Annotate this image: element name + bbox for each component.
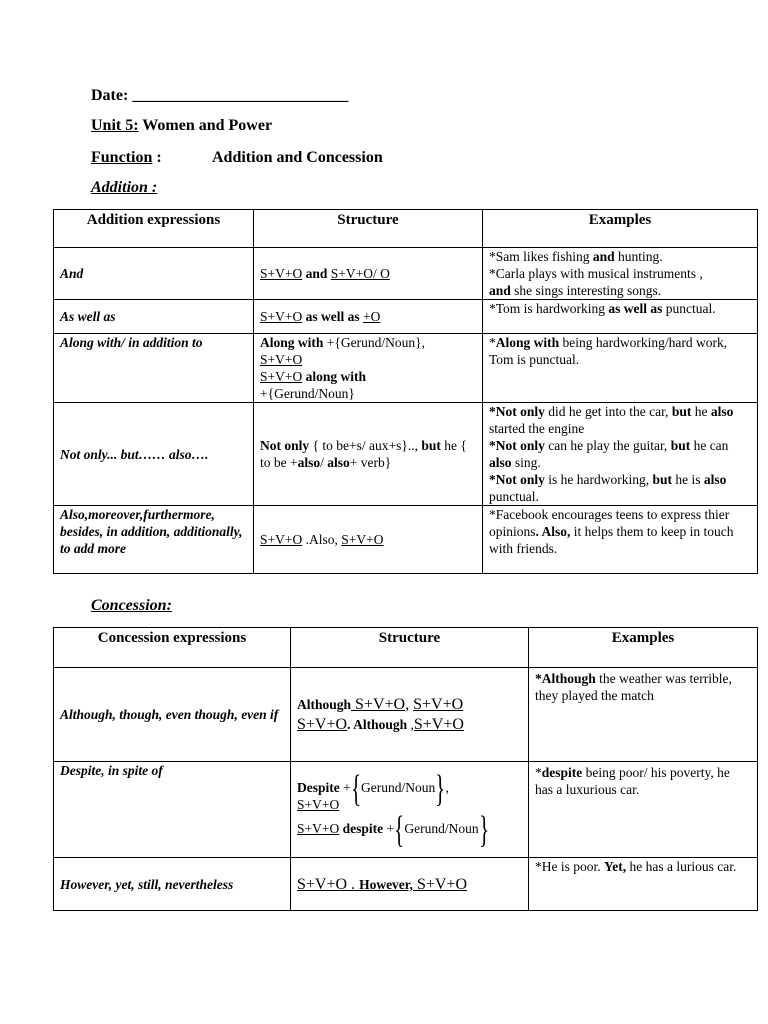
text-fragment: but bbox=[670, 438, 691, 453]
text-fragment: Gerund/Noun bbox=[404, 821, 479, 837]
concession-col-structure: Structure bbox=[291, 628, 529, 668]
example-cell bbox=[483, 248, 758, 300]
text-fragment: + verb} bbox=[349, 455, 392, 470]
table-row bbox=[54, 403, 758, 506]
text-fragment: she sings interesting songs. bbox=[510, 283, 662, 298]
text-fragment: and bbox=[489, 283, 511, 298]
addition-title: Addition : bbox=[91, 179, 158, 196]
text-fragment: *Tom is hardworking bbox=[489, 301, 609, 316]
text-fragment: did he get into the car, bbox=[544, 404, 672, 419]
text-fragment: / bbox=[320, 455, 328, 470]
text-fragment: . Although bbox=[347, 716, 408, 732]
text-fragment: Along with bbox=[260, 335, 324, 350]
addition-header-row bbox=[54, 210, 758, 248]
text-fragment: punctual. bbox=[662, 301, 716, 316]
text-fragment: is he hardworking, bbox=[544, 472, 653, 487]
text-fragment: .Also, bbox=[302, 532, 342, 547]
text-fragment: *He is poor. bbox=[535, 859, 604, 874]
text-fragment: Along with bbox=[495, 335, 560, 350]
structure-cell bbox=[254, 403, 483, 506]
text-fragment: , bbox=[405, 695, 414, 713]
left-brace-icon: { bbox=[350, 768, 361, 810]
text-fragment: he can bbox=[690, 438, 729, 453]
structure-cell bbox=[254, 506, 483, 574]
expression-cell: However, yet, still, nevertheless bbox=[54, 858, 291, 911]
table-row bbox=[54, 668, 758, 762]
addition-col-structure: Structure bbox=[254, 210, 483, 248]
example-cell bbox=[529, 762, 758, 858]
example-cell bbox=[483, 403, 758, 506]
expression-cell: Also,moreover,furthermore, besides, in addition, additionally, to add more bbox=[54, 506, 254, 574]
text-fragment: + bbox=[383, 821, 395, 837]
text-fragment: despite bbox=[339, 821, 384, 837]
text-fragment: *Facebook encourages teens to express thier opinions bbox=[489, 507, 730, 539]
right-brace-icon: } bbox=[478, 809, 489, 851]
text-fragment: also bbox=[710, 404, 734, 419]
concession-table bbox=[53, 627, 758, 911]
text-fragment: { to be+s/ aux+s}.., bbox=[309, 438, 422, 453]
text-fragment: , bbox=[445, 780, 449, 796]
expression-cell: Not only... but…… also…. bbox=[54, 403, 254, 506]
table-row bbox=[54, 248, 758, 300]
text-fragment: Despite bbox=[297, 780, 340, 796]
unit-title: Women and Power bbox=[142, 117, 273, 134]
example-cell bbox=[483, 334, 758, 403]
text-fragment: +{Gerund/Noun} bbox=[260, 386, 355, 401]
text-fragment: S+V+O bbox=[413, 695, 464, 713]
structure-cell bbox=[291, 762, 529, 858]
text-fragment: but bbox=[671, 404, 692, 419]
text-fragment: * bbox=[489, 335, 496, 350]
text-fragment: Although bbox=[297, 696, 352, 712]
expression-cell: Although, though, even though, even if bbox=[54, 668, 291, 762]
structure-cell bbox=[254, 248, 483, 300]
text-fragment: Yet, bbox=[604, 859, 627, 874]
text-fragment: *Not only bbox=[489, 404, 545, 419]
text-fragment: and bbox=[592, 249, 615, 264]
date-blank: ___________________________ bbox=[132, 87, 349, 104]
concession-col-examples: Examples bbox=[529, 628, 758, 668]
text-fragment: also bbox=[327, 455, 350, 470]
table-row bbox=[54, 506, 758, 574]
example-cell bbox=[483, 300, 758, 334]
function-line bbox=[91, 149, 162, 167]
text-fragment: , bbox=[407, 716, 414, 732]
text-fragment: he bbox=[691, 404, 711, 419]
table-row bbox=[54, 300, 758, 334]
text-fragment: However, bbox=[359, 876, 413, 892]
text-fragment: he has a lurious car. bbox=[626, 859, 737, 874]
text-fragment: S+V+O bbox=[341, 532, 384, 547]
text-fragment: sing. bbox=[511, 455, 541, 470]
expression-cell: And bbox=[54, 248, 254, 300]
text-fragment: S+V+O bbox=[260, 532, 303, 547]
text-fragment: despite bbox=[541, 765, 583, 780]
text-fragment: along with bbox=[302, 369, 366, 384]
addition-table bbox=[53, 209, 758, 574]
text-fragment: S+V+O/ O bbox=[330, 266, 390, 281]
text-fragment: Not only bbox=[260, 438, 310, 453]
text-fragment: S+V+O bbox=[260, 309, 303, 324]
expression-cell: As well as bbox=[54, 300, 254, 334]
addition-col-examples: Examples bbox=[483, 210, 758, 248]
text-fragment: . Also, bbox=[535, 524, 571, 539]
text-fragment: S+V+O . bbox=[297, 875, 360, 893]
concession-header-row bbox=[54, 628, 758, 668]
text-fragment: hunting. bbox=[614, 249, 663, 264]
text-fragment: +O bbox=[362, 309, 381, 324]
unit-label: Unit 5: bbox=[91, 117, 139, 134]
text-fragment: punctual. bbox=[489, 489, 539, 504]
table-row bbox=[54, 334, 758, 403]
example-cell bbox=[529, 668, 758, 762]
text-fragment: he is bbox=[672, 472, 704, 487]
function-colon: : bbox=[156, 149, 162, 166]
expression-cell: Despite, in spite of bbox=[54, 762, 291, 858]
text-fragment: the weather was terrible, they played the match bbox=[535, 671, 732, 703]
text-fragment: +{Gerund/Noun}, bbox=[323, 335, 425, 350]
text-fragment: can he play the guitar, bbox=[544, 438, 671, 453]
right-brace-icon: } bbox=[435, 768, 446, 810]
text-fragment: S+V+O bbox=[351, 695, 406, 713]
text-fragment: S+V+O bbox=[260, 352, 303, 367]
text-fragment: also bbox=[703, 472, 727, 487]
date-label: Date: bbox=[91, 87, 129, 104]
function-value: Addition and Concession bbox=[212, 149, 383, 166]
expression-cell: Along with/ in addition to bbox=[54, 334, 254, 403]
text-fragment: it helps them to keep in touch with friends. bbox=[489, 524, 734, 556]
text-fragment: being poor/ his poverty, he has a luxurious car. bbox=[535, 765, 730, 797]
text-fragment: and bbox=[302, 266, 331, 281]
example-cell bbox=[483, 506, 758, 574]
structure-cell bbox=[291, 858, 529, 911]
concession-title: Concession: bbox=[91, 597, 172, 614]
structure-cell bbox=[254, 300, 483, 334]
text-fragment: also bbox=[297, 455, 321, 470]
unit-line bbox=[91, 117, 272, 135]
concession-col-expressions: Concession expressions bbox=[54, 628, 291, 668]
table-row bbox=[54, 762, 758, 858]
text-fragment: but bbox=[421, 438, 441, 453]
text-fragment: * bbox=[535, 765, 542, 780]
text-fragment: started the engine bbox=[489, 421, 585, 436]
text-fragment: he { to be + bbox=[260, 438, 467, 470]
text-fragment: Gerund/Noun bbox=[361, 780, 436, 796]
text-fragment: *Although bbox=[535, 671, 596, 686]
text-fragment: *Not only bbox=[489, 472, 545, 487]
text-fragment: *Carla plays with musical instruments , bbox=[489, 266, 703, 281]
text-fragment: S+V+O bbox=[297, 797, 340, 812]
text-fragment: *Not only bbox=[489, 438, 545, 453]
table-row bbox=[54, 858, 758, 911]
text-fragment: *Sam likes fishing bbox=[489, 249, 593, 264]
function-label: Function bbox=[91, 149, 153, 166]
left-brace-icon: { bbox=[394, 809, 405, 851]
text-fragment: S+V+O bbox=[297, 821, 340, 837]
date-line bbox=[91, 87, 348, 105]
text-fragment: being hardworking/hard work, Tom is punctual. bbox=[489, 335, 728, 367]
structure-cell bbox=[291, 668, 529, 762]
example-cell bbox=[529, 858, 758, 911]
text-fragment: but bbox=[652, 472, 673, 487]
addition-col-expressions: Addition expressions bbox=[54, 210, 254, 248]
text-fragment: + bbox=[339, 780, 351, 796]
text-fragment: S+V+O bbox=[260, 266, 303, 281]
text-fragment: S+V+O bbox=[297, 715, 348, 733]
text-fragment: as well as bbox=[608, 301, 663, 316]
text-fragment: also bbox=[489, 455, 512, 470]
text-fragment: S+V+O bbox=[413, 715, 464, 733]
text-fragment: S+V+O bbox=[412, 875, 467, 893]
structure-cell bbox=[254, 334, 483, 403]
text-fragment: as well as bbox=[302, 309, 363, 324]
text-fragment: S+V+O bbox=[260, 369, 303, 384]
